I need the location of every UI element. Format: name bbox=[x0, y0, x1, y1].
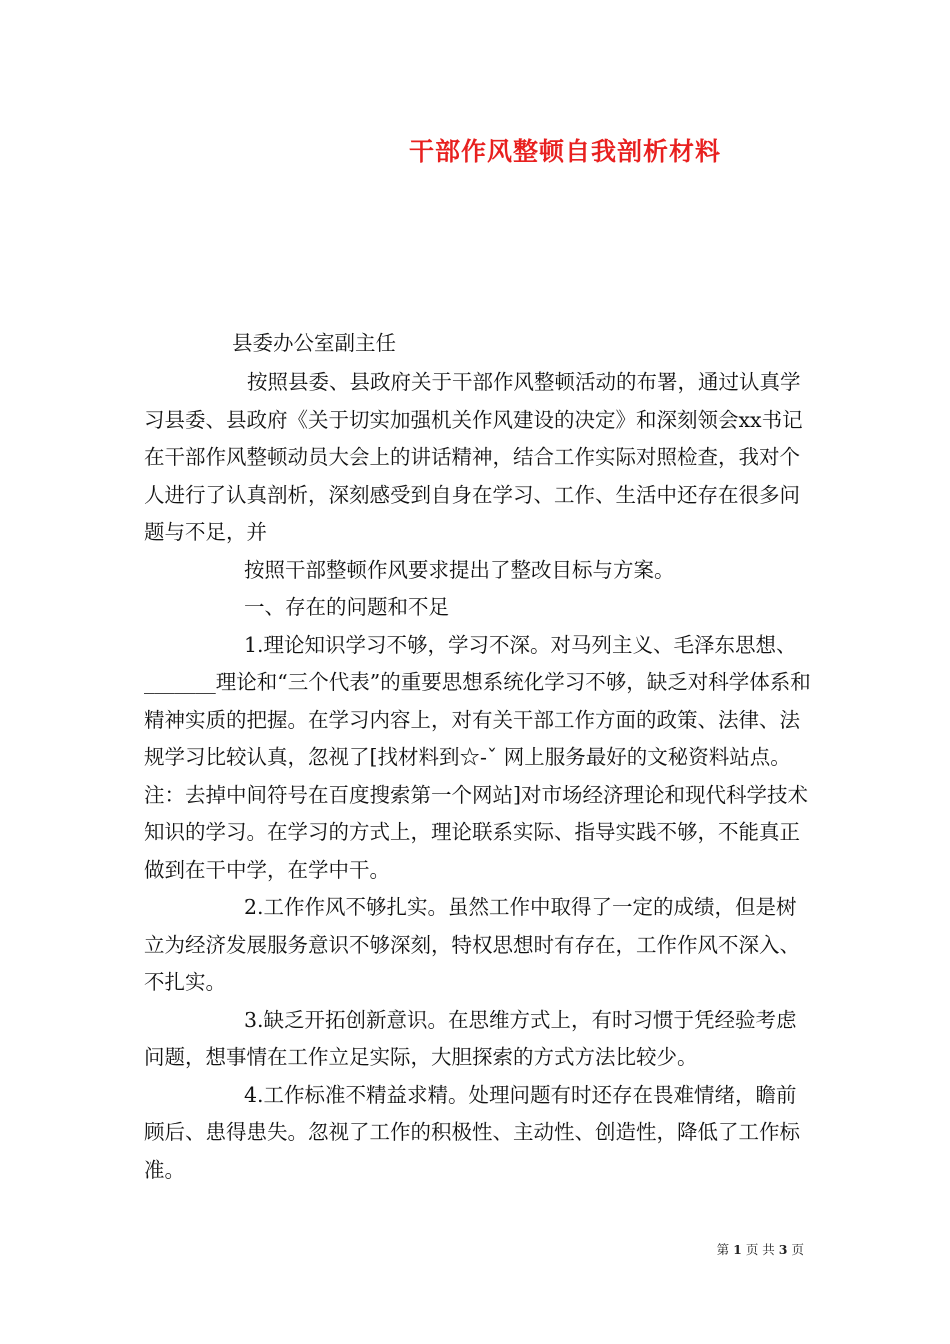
paragraph-item-1: 1.理论知识学习不够，学习不深。对马列主义、毛泽东思想、_______理论和“三个代表”的重要思想系统化学习不够，缺乏对科学体系和精神实质的把握。在学习内容上，对有关干部工作方面的政策、法律、法规学习比较认真，忽视了[找材料到☆-ˇ 网上服务最好的文秘资料站点。注：去掉中间符号在百度搜索第一个网站]对市场经济理论和现代科学技术知识的学习。在学习的方式上，理论联系实际、指导实践不够，不能真正做到在干中学，在学中干。 bbox=[144, 632, 811, 882]
document-title: 干部作风整顿自我剖析材料 bbox=[408, 137, 721, 166]
paragraph-item-2: 2.工作作风不够扎实。虽然工作中取得了一定的成绩，但是树立为经济发展服务意识不够深刻，特权思想时有存在，工作作风不深入、不扎实。 bbox=[144, 895, 800, 994]
paragraph-item-4: 4.工作标准不精益求精。处理问题有时还存在畏难情绪，瞻前顾后、患得患失。忽视了工作的积极性、主动性、创造性，降低了工作标准。 bbox=[144, 1082, 800, 1182]
footer-total-pages: 3 bbox=[778, 1242, 788, 1257]
footer-suffix: 页 bbox=[791, 1242, 804, 1257]
footer-prefix: 第 bbox=[716, 1242, 730, 1257]
author-line: 县委办公室副主任 bbox=[232, 331, 396, 355]
footer-current-page: 1 bbox=[733, 1242, 742, 1257]
paragraph-item-3: 3.缺乏开拓创新意识。在思维方式上，有时习惯于凭经验考虑问题，想事情在工作立足实际，大胆探索的方式方法比较少。 bbox=[144, 1007, 797, 1069]
document-body bbox=[144, 364, 812, 1189]
paragraph-intro: 按照县委、县政府关于干部作风整顿活动的布署，通过认真学习县委、县政府《关于切实加强机关作风建设的决定》和深刻领会xx书记在干部作风整顿动员大会上的讲话精神，结合工作实际对照检查，我对个人进行了认真剖析，深刻感受到自身在学习、工作、生活中还存在很多问题与不足，并 bbox=[144, 370, 803, 544]
section-heading-problems: 一、存在的问题和不足 bbox=[244, 595, 449, 619]
paragraph-plan: 按照干部整顿作风要求提出了整改目标与方案。 bbox=[244, 557, 675, 582]
page-footer bbox=[717, 1240, 804, 1258]
footer-middle: 页 共 bbox=[745, 1242, 775, 1257]
